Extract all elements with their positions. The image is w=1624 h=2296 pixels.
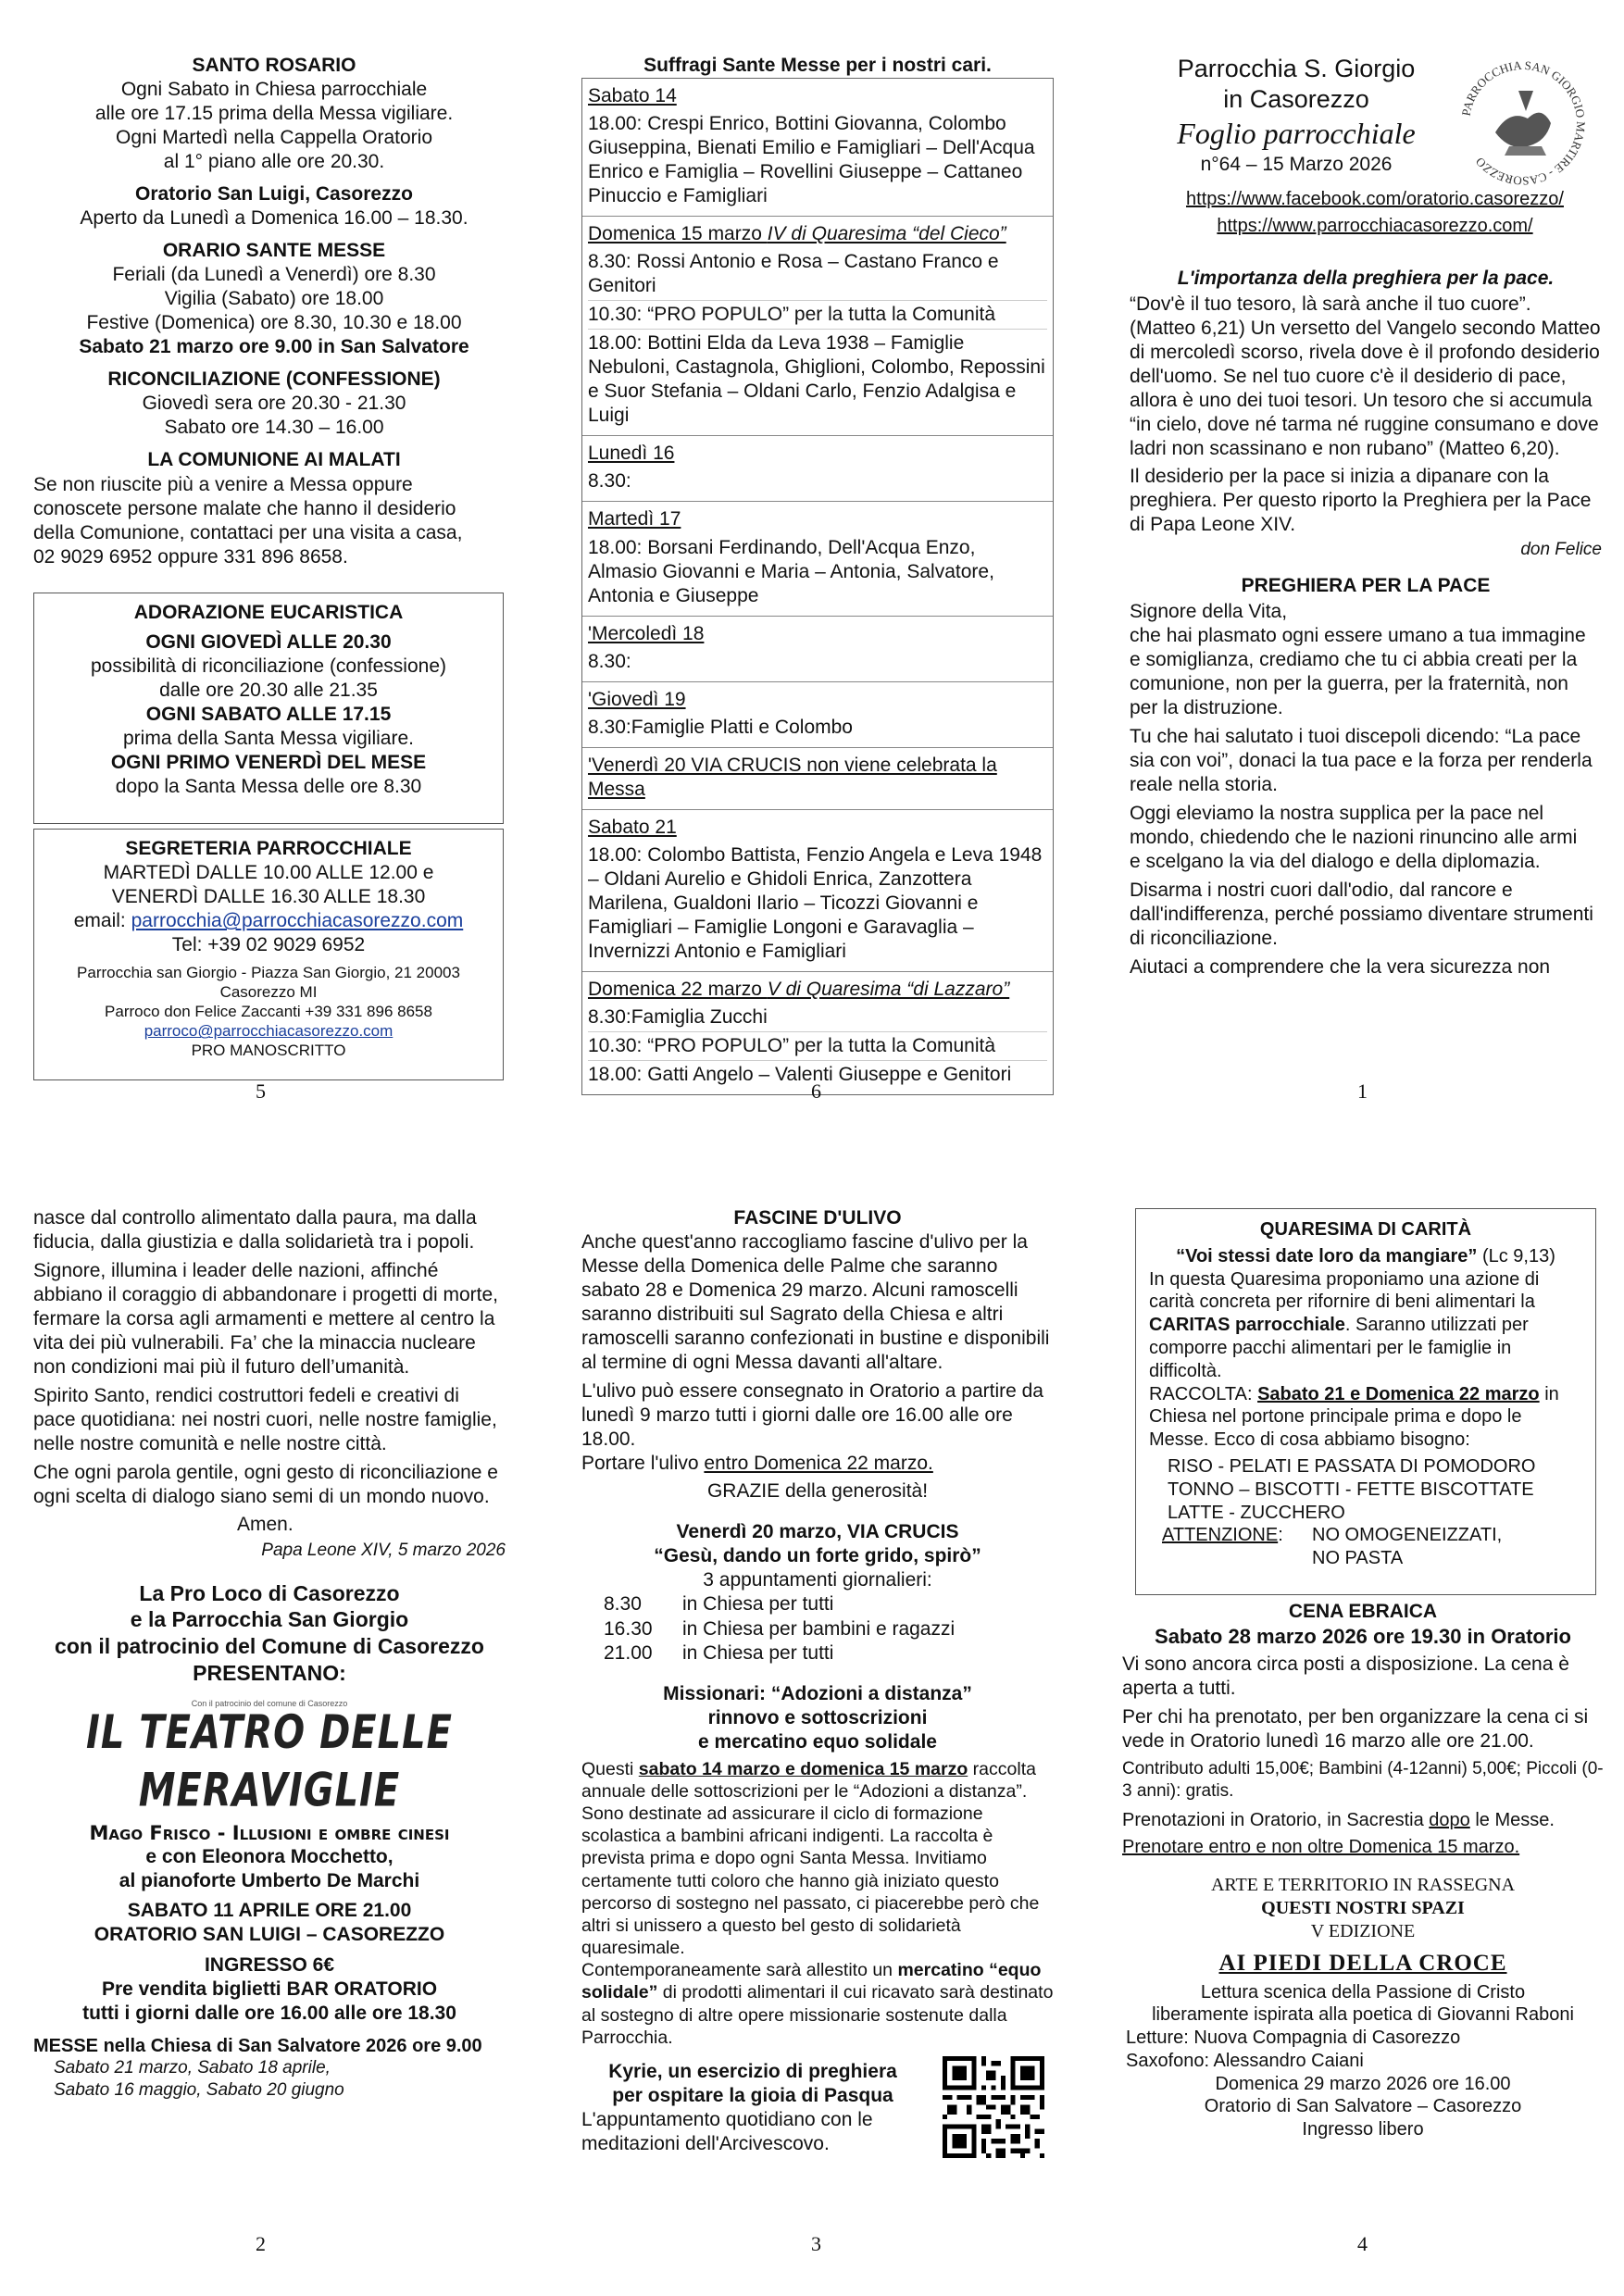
pro-manoscritto: PRO MANOSCRITTO <box>191 1042 346 1060</box>
teatro-line: e con Eleonora Mocchetto, <box>145 1846 394 1868</box>
attenzione-label-wrap <box>1162 1524 1312 1570</box>
arte-header: ARTE E TERRITORIO IN RASSEGNA <box>1210 1875 1516 1896</box>
arte-title: AI PIEDI DELLA CROCE <box>1218 1950 1507 1976</box>
facebook-link[interactable]: https://www.facebook.com/oratorio.casorezzo/ <box>1186 189 1564 209</box>
kyrie-title: Kyrie, un esercizio di preghiera <box>608 2060 897 2082</box>
missionari-title-line: rinnovo e sottoscrizioni <box>707 1706 928 1728</box>
parish-logo <box>1454 54 1593 199</box>
raccolta-label: RACCOLTA: <box>1149 1383 1258 1404</box>
prayer-signature: Papa Leone XIV, 5 marzo 2026 <box>261 1541 506 1561</box>
arte-details <box>1122 1981 1604 2028</box>
via-crucis-appointments: 3 appuntamenti giornalieri: <box>703 1569 932 1591</box>
cena-paragraph: Vi sono ancora circa posti a disposizione. La cena è aperta a tutti. <box>1122 1653 1569 1700</box>
cena-prenotazioni <box>1122 1809 1604 1832</box>
schedule-time: 8.30 <box>604 1593 642 1616</box>
arte-line: Lettura scenica della Passione di Cristo <box>1200 1981 1526 2003</box>
mass-day-name: Domenica 22 marzo <box>588 978 768 1000</box>
page-number: 4 <box>1357 2232 1368 2255</box>
orario-special: Sabato 21 marzo ore 9.00 in San Salvatore <box>79 336 469 358</box>
messe-san-salvatore-dates: Sabato 16 maggio, Sabato 20 giugno <box>54 2079 344 2100</box>
prayer-amen: Amen. <box>237 1514 294 1536</box>
attenzione-item: NO OMOGENEIZZATI, <box>1312 1525 1503 1546</box>
schedule-place: in Chiesa per bambini e ragazzi <box>682 1617 956 1640</box>
adorazione-line: OGNI PRIMO VENERDÌ DEL MESE <box>110 752 427 774</box>
cena-deadline: Prenotare entro e non oltre Domenica 15 marzo. <box>1122 1837 1520 1858</box>
adorazione-title: ADORAZIONE EUCARISTICA <box>133 602 404 623</box>
segreteria-address: Casorezzo MI <box>219 983 318 1002</box>
mass-intention: 8.30:Famiglie Platti e Colombo <box>588 716 853 738</box>
segreteria-address: Parrocchia san Giorgio - Piazza San Giorgio, 21 20003 <box>77 964 460 982</box>
qr-code-icon <box>943 2056 1044 2158</box>
quaresima-text: In questa Quaresima proponiamo una azione di carità concreta per rifornire di beni alimentari la <box>1149 1268 1540 1313</box>
mass-day-label <box>588 440 1047 468</box>
schedule-row <box>604 1617 1054 1641</box>
kyrie-section <box>581 2060 1054 2171</box>
arte-line: Oratorio di San Salvatore – Casorezzo <box>1204 2096 1522 2117</box>
segreteria-hours: MARTEDÌ DALLE 10.00 ALLE 12.00 e <box>103 862 434 884</box>
mercatino-text: di prodotti alimentari il cui ricavato sarà destinato al sostegno di altre opere missionarie sostenute dalla Parrocchia. <box>581 1982 1054 2048</box>
teatro-poster <box>33 1699 506 1845</box>
oratorio-title: Oratorio San Luigi, Casorezzo <box>135 183 413 206</box>
mass-day-liturgy: V di Quaresima “di Lazzaro” <box>767 978 1010 1000</box>
riconciliazione-line: Sabato ore 14.30 – 16.00 <box>164 417 384 439</box>
comunione-line: Se non riuscite più a venire a Messa oppure <box>33 473 413 495</box>
article-signature: don Felice <box>1520 540 1602 560</box>
mass-intention: 18.00: Crespi Enrico, Bottini Giovanna, Colombo Giuseppina, Bienati Emilio e Famigliari – Dell'Acqua Enrico e Famiglia – Rovellini Giuseppe – Cattaneo Pinuccio e Famigliari <box>588 113 1035 207</box>
mass-intention: 10.30: “PRO POPULO” per la tutta la Comunità <box>588 1031 1047 1060</box>
prayer-paragraph: Oggi eleviamo la nostra supplica per la pace nel mondo, chiedendo che le nazioni rinuncino alle armi e scelgano la via del dialogo e della diplomazia. <box>1130 803 1578 873</box>
needed-item: RISO - PELATI E PASSATA DI POMODORO <box>1168 1455 1536 1477</box>
page-2-column <box>33 1206 506 2102</box>
missionari-title-line: Missionari: “Adozioni a distanza” <box>663 1682 972 1704</box>
mass-day-label <box>588 82 1047 110</box>
fascine-title: FASCINE D'ULIVO <box>733 1207 902 1229</box>
schedule-place: in Chiesa per tutti <box>682 1593 834 1616</box>
mass-day-label <box>588 620 1047 648</box>
page-5-column <box>33 54 515 569</box>
cena-date: Sabato 28 marzo 2026 ore 19.30 in Oratorio <box>1155 1625 1571 1649</box>
logo-text: PARROCCHIA SAN GIORGIO MARTIRE - CASOREZZO <box>1458 57 1589 189</box>
page-1-column <box>1130 54 1602 980</box>
mass-day-name: Domenica 15 marzo <box>588 223 768 245</box>
mass-day-label <box>588 686 1047 714</box>
arte-line: liberamente ispirata alla poetica di Giovanni Raboni <box>1152 2004 1574 2026</box>
mass-day-name: 'Venerdì 20 VIA CRUCIS non viene celebrata la Messa <box>588 754 997 800</box>
poster-small-text: Con il patrocinio del comune di Casorezzo <box>191 1699 348 1709</box>
arte-edition: V EDIZIONE <box>1310 1920 1416 1941</box>
rosario-line: alle ore 17.15 prima della Messa vigiliare. <box>94 103 454 125</box>
mass-intention: 18.00: Gatti Angelo – Valenti Giuseppe e Genitori <box>588 1060 1047 1089</box>
fascine-paragraph: Anche quest'anno raccogliamo fascine d'ulivo per la Messe della Domenica delle Palme che saranno sabato 28 e Domenica 29 marzo. Alcuni ramoscelli saranno distribuiti sul Sagrato della Chiesa e altri ramoscelli saranno confezionati in bustine e disponibili al termine di ogni Messa davanti all'altare. <box>581 1231 1050 1374</box>
mass-day-label <box>588 814 1047 842</box>
mass-intention: 18.00: Borsani Ferdinando, Dell'Acqua Enzo, Almasio Giovanni e Maria – Antonia, Salvatore, Antonia e Giuseppe <box>588 536 994 606</box>
issue-number: n°64 – 15 Marzo 2026 <box>1200 153 1393 175</box>
segreteria-email-line <box>34 909 503 933</box>
quaresima-box <box>1135 1208 1596 1595</box>
prayer-paragraph: Tu che hai salutato i tuoi discepoli dicendo: “La pace sia con voi”, donaci la tua pace e la forza per renderla reale nella storia. <box>1130 726 1593 796</box>
rosario-line: Ogni Martedì nella Cappella Oratorio <box>115 127 432 149</box>
orario-title: ORARIO SANTE MESSE <box>162 240 386 262</box>
page-4-column <box>1122 1600 1604 2141</box>
raccolta-paragraph <box>1149 1383 1582 1452</box>
prayer-paragraph: nasce dal controllo alimentato dalla paura, ma dalla fiducia, dalla giustizia e dalla solidarietà tra i popoli. <box>33 1207 477 1254</box>
kyrie-text <box>581 2060 924 2156</box>
segreteria-title: SEGRETERIA PARROCCHIALE <box>125 838 412 859</box>
schedule-row <box>604 1592 1054 1616</box>
missionari-text: Questi <box>581 1758 639 1779</box>
arte-line: Domenica 29 marzo 2026 ore 16.00 <box>1215 2073 1511 2094</box>
arte-series: QUESTI NOSTRI SPAZI <box>1261 1897 1465 1918</box>
kyrie-title: per ospitare la gioia di Pasqua <box>612 2084 893 2106</box>
mercatino-name: mercatino “equo solidale” <box>581 1960 1042 2003</box>
poster-subtitle: Mago Frisco - Illusioni e ombre cinesi <box>89 1822 450 1845</box>
mass-day-cell <box>582 617 1053 682</box>
mass-day-name: Lunedì 16 <box>588 443 675 465</box>
missionari-title <box>581 1682 1054 1754</box>
adorazione-line: dopo la Santa Messa delle ore 8.30 <box>115 776 422 798</box>
schedule-time: 16.30 <box>604 1617 653 1640</box>
prayer-title: PREGHIERA PER LA PACE <box>1241 574 1491 596</box>
mass-day-cell <box>582 972 1053 1094</box>
parroco-email-link[interactable]: parroco@parrocchiacasorezzo.com <box>144 1022 394 1041</box>
attenzione-items <box>1312 1524 1502 1570</box>
quaresima-title: QUARESIMA DI CARITÀ <box>1259 1219 1472 1240</box>
mass-day-name: 'Giovedì 19 <box>588 688 686 710</box>
prayer-paragraph: Spirito Santo, rendici costruttori fedeli e creativi di pace quotidiana: nei nostri cuori, nelle nostre famiglie, nelle nostre comunità e nelle nostre città. <box>33 1385 497 1455</box>
via-crucis-subtitle: “Gesù, dando un forte grido, spirò” <box>654 1545 981 1567</box>
needed-item: LATTE - ZUCCHERO <box>1168 1502 1345 1523</box>
raccolta-text: in Chiesa nel portone principale prima e dopo le Messe. Ecco di cosa abbiamo bisogno: <box>1149 1383 1559 1451</box>
adorazione-line: dalle ore 20.30 alle 21.35 <box>159 680 378 702</box>
attenzione-row <box>1162 1524 1582 1570</box>
caritas-name: CARITAS parrocchiale <box>1149 1315 1345 1336</box>
orario-line: Festive (Domenica) ore 8.30, 10.30 e 18.00 <box>86 312 462 334</box>
masthead <box>1130 54 1602 267</box>
fascine-deadline-date: entro Domenica 22 marzo. <box>704 1453 933 1475</box>
missionari-dates: sabato 14 marzo e domenica 15 marzo <box>638 1758 968 1779</box>
via-crucis-title: Venerdì 20 marzo, VIA CRUCIS <box>676 1521 959 1543</box>
saint-george-logo-icon <box>1454 54 1593 193</box>
article-paragraph: “Dov'è il tuo tesoro, là sarà anche il tuo cuore”. (Matteo 6,21) Un versetto del Vangelo secondo Matteo di mercoledì scorso, rivela dove è il profondo desiderio dell'uomo. Se nel tuo cuore c'è il desiderio di pace, allora è uno dei tuoi tesori. Un tesoro che si accumula “in cielo, dove né tarma né ruggine consumano e dove ladri non scassinano e non rubano” (Matteo 6,20). <box>1130 293 1601 460</box>
page-number: 3 <box>811 2232 821 2255</box>
adorazione-box <box>33 593 504 824</box>
quote-ref: (Lc 9,13) <box>1477 1245 1555 1267</box>
needed-item: TONNO – BISCOTTI - FETTE BISCOTTATE <box>1168 1479 1534 1500</box>
page-number: 1 <box>1357 1079 1368 1103</box>
schedule-row <box>604 1641 1054 1666</box>
quaresima-paragraph <box>1149 1268 1582 1383</box>
prayer-paragraph: Signore, illumina i leader delle nazioni, affinché abbiano il coraggio di abbandonare i progetti di morte, fermare la corsa agli armamenti e mettere al centro la vita dei più vulnerabili. Fa’ che la minaccia nucleare non condizioni mai più il futuro dell’umanità. <box>33 1260 499 1379</box>
comunione-title: LA COMUNIONE AI MALATI <box>147 449 401 471</box>
rosario-line: al 1° piano alle ore 20.30. <box>163 151 385 173</box>
prayer-paragraph: Che ogni parola gentile, ogni gesto di riconciliazione e ogni scelta di dialogo siano semi di un mondo nuovo. <box>33 1462 498 1508</box>
mass-intention: 8.30: <box>588 650 631 672</box>
mass-day-name: Martedì 17 <box>588 508 681 530</box>
grazie-line: GRAZIE della generosità! <box>706 1480 929 1503</box>
arte-credit: Letture: Nuova Compagnia di Casorezzo <box>1126 2028 1461 2049</box>
newsletter-title: Foglio parrocchiale <box>1177 116 1416 150</box>
masthead-text <box>1130 54 1463 177</box>
comunione-line: della Comunione, contattaci per una visita a casa, <box>33 521 463 543</box>
mass-day-name: 'Mercoledì 18 <box>588 622 705 644</box>
email-link[interactable]: parrocchia@parrocchiacasorezzo.com <box>131 910 464 932</box>
parish-town: in Casorezzo <box>1223 85 1369 114</box>
comunione-line: 02 9029 6952 oppure 331 896 8658. <box>33 545 348 568</box>
urls <box>1157 188 1593 238</box>
article-paragraph: Il desiderio per la pace si inizia a dipanare con la preghiera. Per questo riporto la Preghiera per la Pace di Papa Leone XIV. <box>1130 466 1592 536</box>
kyrie-description: L'appuntamento quotidiano con le meditazioni dell'Arcivescovo. <box>581 2108 873 2154</box>
orario-line: Feriali (da Lunedì a Venerdì) ore 8.30 <box>112 264 436 286</box>
arte-line: Ingresso libero <box>1302 2119 1424 2140</box>
mass-day-name: Sabato 21 <box>588 816 677 838</box>
messe-san-salvatore-dates: Sabato 21 marzo, Sabato 18 aprile, <box>54 2058 331 2078</box>
prayer-paragraph: Aiutaci a comprendere che la vera sicurezza non <box>1130 956 1551 979</box>
quote-text: “Voi stessi date loro da mangiare” <box>1176 1245 1478 1267</box>
mass-day-cell <box>582 810 1053 972</box>
proloco-line: e la Parrocchia San Giorgio <box>130 1607 409 1632</box>
poster-title: IL TEATRO DELLE MERAVIGLIE <box>86 1706 453 1817</box>
arte-credit: Saxofono: Alessandro Caiani <box>1126 2050 1364 2071</box>
page-3-column <box>581 1206 1054 2171</box>
riconciliazione-title: RICONCILIAZIONE (CONFESSIONE) <box>107 368 441 391</box>
cena-text: Prenotazioni in Oratorio, in Sacrestia <box>1122 1809 1430 1830</box>
mass-day-name: Sabato 14 <box>588 85 677 106</box>
page-number: 5 <box>256 1079 266 1103</box>
mercatino-paragraph <box>581 1959 1054 2049</box>
proloco-header <box>33 1580 506 1686</box>
mass-day-label <box>588 976 1047 1004</box>
segreteria-tel: Tel: +39 02 9029 6952 <box>171 934 366 956</box>
mass-day-cell <box>582 682 1053 748</box>
teatro-line: ORATORIO SAN LUIGI – CASOREZZO <box>94 1924 445 1946</box>
cena-text: le Messe. <box>1469 1809 1555 1830</box>
schedule-place: in Chiesa per tutti <box>682 1641 834 1664</box>
website-link[interactable]: https://www.parrocchiacasorezzo.com/ <box>1217 215 1533 236</box>
cena-title: CENA EBRAICA <box>1288 1601 1438 1622</box>
proloco-line: La Pro Loco di Casorezzo <box>139 1580 400 1605</box>
fascine-paragraph: L'ulivo può essere consegnato in Oratorio a partire da lunedì 9 marzo tutti i giorni dalle ore 16.00 alle ore 18.00. <box>581 1380 1043 1451</box>
prayer-paragraph: Signore della Vita, che hai plasmato ogni essere umano a tua immagine e somiglianza, crediamo che tu ci abbia creati per la comunione, non per la guerra, per la fraternità, non per la distruzione. <box>1130 600 1586 719</box>
article-title: L'importanza della preghiera per la pace. <box>1177 268 1555 289</box>
qr-code[interactable] <box>943 2056 1044 2165</box>
teatro-line: tutti i giorni dalle ore 16.00 alle ore 18.30 <box>82 2002 456 2024</box>
email-label: email: <box>73 910 131 932</box>
teatro-line: SABATO 11 APRILE ORE 21.00 <box>127 1900 412 1922</box>
via-crucis-schedule <box>604 1592 1054 1665</box>
missionari-paragraph <box>581 1758 1054 1960</box>
orario-section <box>33 239 515 359</box>
riconciliazione-line: Giovedì sera ore 20.30 - 21.30 <box>142 393 406 415</box>
rosario-section <box>33 54 515 174</box>
attenzione-label: ATTENZIONE <box>1162 1525 1279 1546</box>
teatro-line: Pre vendita biglietti BAR ORATORIO <box>101 1978 438 2000</box>
page-number: 6 <box>811 1079 821 1103</box>
segreteria-box <box>33 829 504 1080</box>
mass-day-cell <box>582 748 1053 810</box>
cena-prices: Contributo adulti 15,00€; Bambini (4-12anni) 5,00€; Piccoli (0-3 anni): gratis. <box>1122 1759 1604 1801</box>
needed-items <box>1168 1455 1582 1524</box>
raccolta-dates: Sabato 21 e Domenica 22 marzo <box>1257 1383 1540 1404</box>
prayer-paragraph: Disarma i nostri cuori dall'odio, dal rancore e dall'indifferenza, perché possiamo diventare strumenti di riconciliazione. <box>1130 880 1593 950</box>
adorazione-line: OGNI GIOVEDÌ ALLE 20.30 <box>145 631 392 654</box>
oratorio-hours: Aperto da Lunedì a Domenica 16.00 – 18.30. <box>80 207 468 230</box>
mass-intention: 18.00: Colombo Battista, Fenzio Angela e Leva 1948 – Oldani Aurelio e Ghidoli Enrica, Zanzottera Marilena, Gualdoni Ilario – Ticozzi Giovanni e Famigliari – Famiglie Longoni e Garavaglia – Invernizzi Antonio e Famigliari <box>588 843 1043 962</box>
adorazione-line: OGNI SABATO ALLE 17.15 <box>145 704 392 726</box>
mass-day-cell <box>582 79 1053 217</box>
teatro-line: INGRESSO 6€ <box>204 1953 335 1976</box>
teatro-line: al pianoforte Umberto De Marchi <box>119 1870 420 1892</box>
adorazione-line: prima della Santa Messa vigiliare. <box>123 728 414 750</box>
schedule-time: 21.00 <box>604 1641 653 1664</box>
riconciliazione-section <box>33 368 515 440</box>
adorazione-line: possibilità di riconciliazione (confessione) <box>90 655 447 678</box>
mass-day-cell <box>582 436 1053 502</box>
teatro-details <box>33 1845 506 2025</box>
segreteria-hours: VENERDÌ DALLE 16.30 ALLE 18.30 <box>111 886 426 908</box>
fascine-deadline-text: Portare l'ulivo <box>581 1453 705 1475</box>
fascine-deadline <box>581 1452 1054 1476</box>
proloco-line: con il patrocinio del Comune di Casorezzo <box>55 1633 484 1658</box>
parish-name: Parrocchia S. Giorgio <box>1177 55 1416 82</box>
cena-paragraph: Per chi ha prenotato, per ben organizzare la cena ci si vede in Oratorio lunedì 16 marzo alle ore 21.00. <box>1122 1706 1589 1753</box>
mercatino-text: Contemporaneamente sarà allestito un <box>581 1960 898 1981</box>
quaresima-text: . Saranno utilizzati per comporre pacchi alimentari per le famiglie in difficoltà. <box>1149 1315 1529 1381</box>
attenzione-item: NO PASTA <box>1312 1548 1404 1569</box>
mass-day-liturgy: IV di Quaresima “del Cieco” <box>767 223 1006 245</box>
masses-table <box>581 78 1054 1095</box>
rosario-title: SANTO ROSARIO <box>192 55 356 76</box>
orario-line: Vigilia (Sabato) ore 18.00 <box>164 288 384 310</box>
mass-intention: 8.30:Famiglia Zucchi <box>588 1006 768 1028</box>
mass-day-label <box>588 505 1047 533</box>
mass-intention: 18.00: Bottini Elda da Leva 1938 – Famiglie Nebuloni, Castagnola, Ghiglioni, Colombo, Repossini e Suor Stefania – Oldani Carlo, Fenzio Adalgisa e Luigi <box>588 329 1047 430</box>
rosario-line: Ogni Sabato in Chiesa parrocchiale <box>120 79 428 101</box>
arte-section <box>1122 1874 1604 1977</box>
segreteria-parroco: Parroco don Felice Zaccanti +39 331 896 8658 <box>105 1003 432 1021</box>
page-number: 2 <box>256 2232 266 2255</box>
proloco-line: PRESENTANO: <box>193 1660 346 1685</box>
comunione-line: conoscete persone malate che hanno il desiderio <box>33 497 456 519</box>
oratorio-section <box>33 182 515 231</box>
mass-day-cell <box>582 502 1053 616</box>
mass-intention: 8.30: <box>588 470 631 493</box>
messe-san-salvatore-title: MESSE nella Chiesa di San Salvatore 2026 ore 9.00 <box>33 2035 482 2056</box>
cena-after: dopo <box>1429 1809 1470 1830</box>
mass-day-label <box>588 220 1047 248</box>
arte-when <box>1122 2073 1604 2141</box>
comunione-section <box>33 448 515 568</box>
mass-day-cell <box>582 217 1053 436</box>
mass-intention: 8.30: Rossi Antonio e Rosa – Castano Franco e Genitori <box>588 251 999 297</box>
mass-intention: 10.30: “PRO POPULO” per la tutta la Comunità <box>588 300 1047 329</box>
attenzione-colon: : <box>1278 1525 1283 1546</box>
suffragi-title: Suffragi Sante Messe per i nostri cari. <box>643 55 992 76</box>
missionari-title-line: e mercatino equo solidale <box>698 1730 937 1753</box>
missionari-text: raccolta annuale delle sottoscrizioni per le “Adozioni a distanza”. Sono destinate ad assicurare il ciclo di formazione scolastica a bambini africani indigenti. La raccolta è prevista prima e dopo ogni Santa Messa. Invitiamo certamente tutti coloro che hanno già iniziato questo percorso di sostegno nel passato, ci piacerebbe però che altri si unissero a questo bel gesto di solidarietà quaresimale. <box>581 1758 1040 1959</box>
arte-credits <box>1126 2027 1604 2073</box>
mass-day-label <box>588 752 1047 804</box>
quaresima-quote <box>1149 1245 1582 1268</box>
